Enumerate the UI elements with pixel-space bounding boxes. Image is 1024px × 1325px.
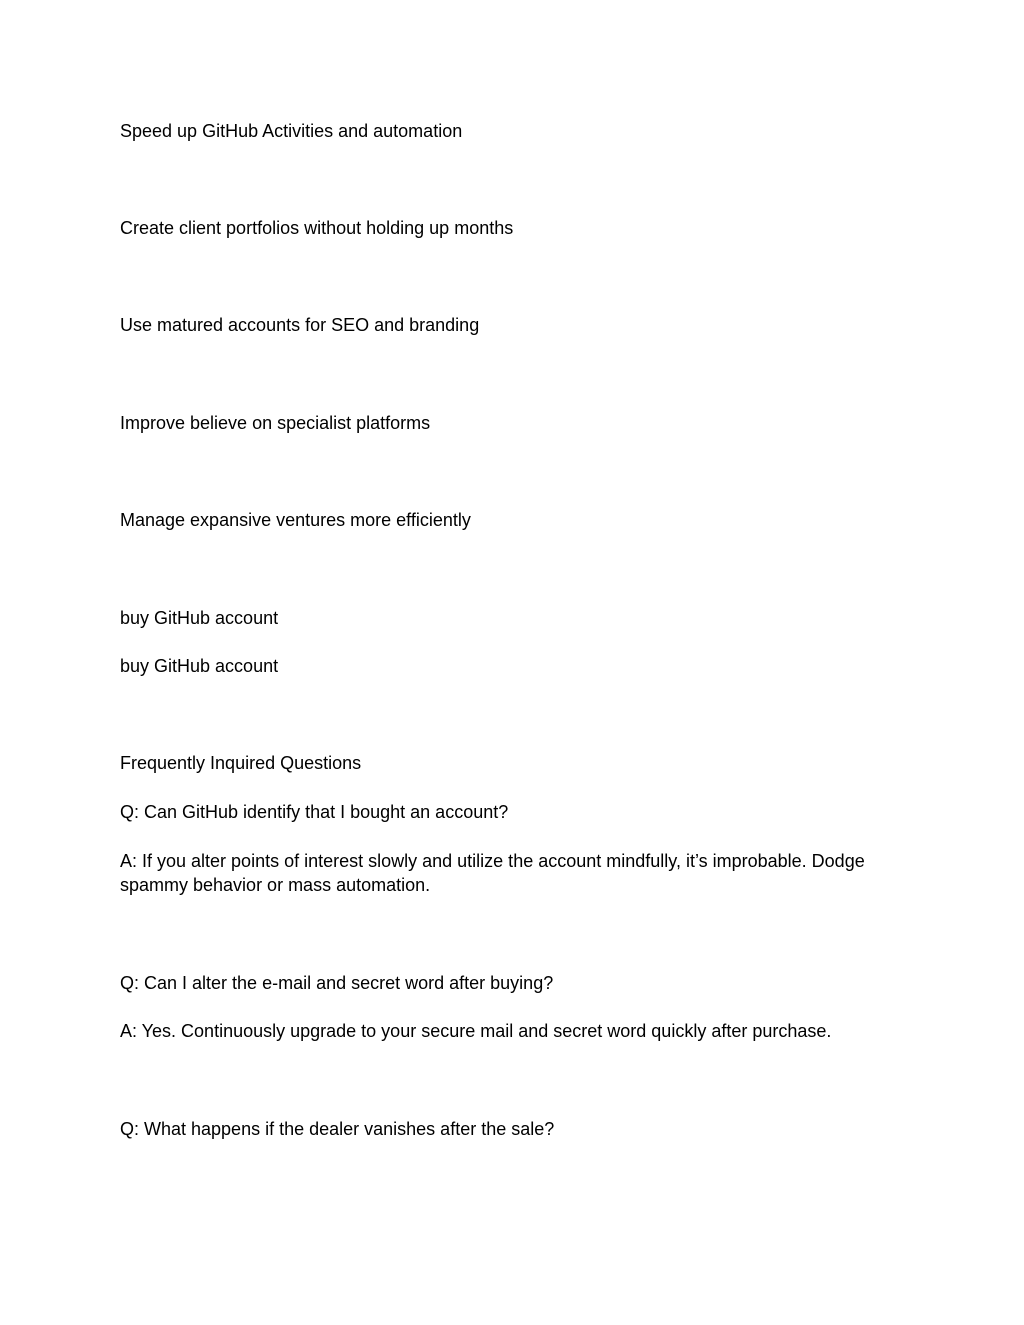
faq-answer: A: Yes. Continuously upgrade to your secure mail and secret word quickly after purchase.: [120, 1021, 832, 1041]
benefit-item: Create client portfolios without holding up months: [120, 218, 514, 238]
link-text: buy GitHub account: [120, 656, 279, 676]
faq-question: Q: Can GitHub identify that I bought an account?: [120, 802, 509, 822]
benefit-item: Speed up GitHub Activities and automation: [120, 121, 463, 141]
link-text: buy GitHub account: [120, 608, 279, 628]
faq-answer: A: If you alter points of interest slowly and utilize the account mindfully, it’s improbable. Dodge spammy behavior or mass automation.: [120, 851, 865, 895]
benefit-item: Improve believe on specialist platforms: [120, 413, 431, 433]
benefit-item: Use matured accounts for SEO and branding: [120, 315, 480, 335]
benefit-item: Manage expansive ventures more efficiently: [120, 510, 471, 530]
faq-heading: Frequently Inquired Questions: [120, 753, 362, 773]
faq-question: Q: What happens if the dealer vanishes after the sale?: [120, 1119, 555, 1139]
faq-question: Q: Can I alter the e-mail and secret word after buying?: [120, 973, 554, 993]
